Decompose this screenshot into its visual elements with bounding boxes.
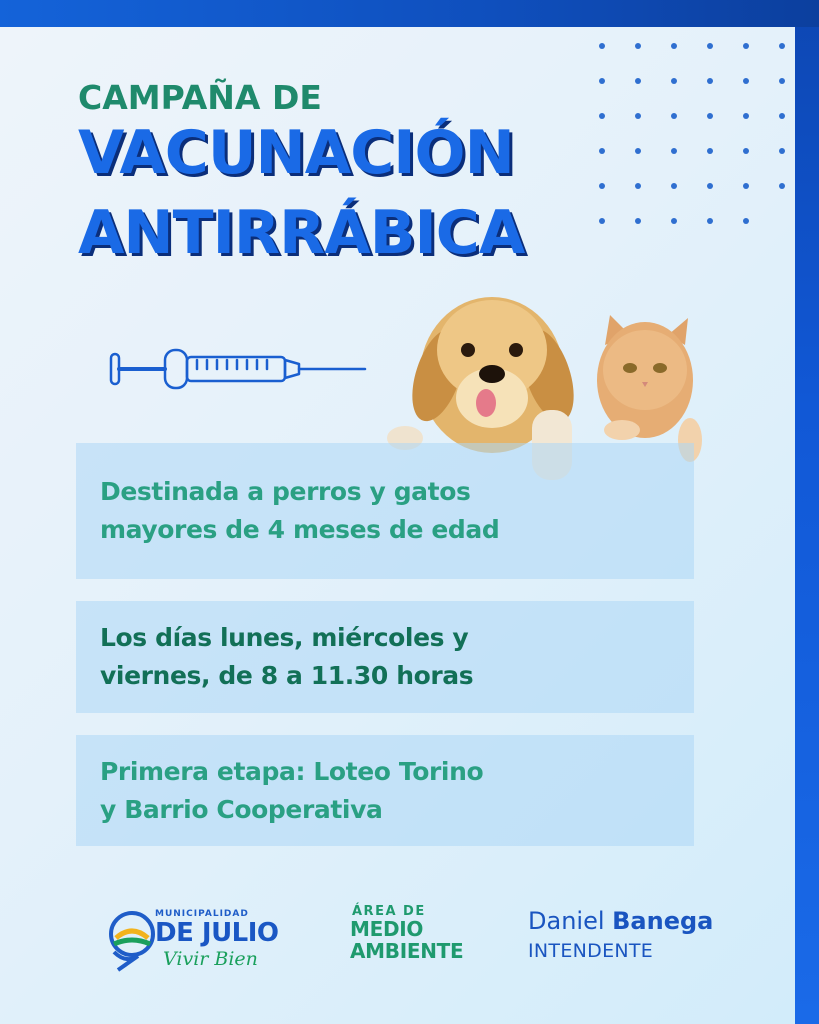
card-line: Destinada a perros y gatos [100, 477, 471, 506]
info-card-schedule [76, 601, 694, 713]
municipality-slogan: Vivir Bien [163, 948, 258, 970]
info-card-target [76, 443, 694, 579]
area-label: ÁREA DE [352, 904, 426, 919]
mayor-name [528, 907, 713, 935]
kitten-illustration [597, 315, 702, 462]
top-bar [0, 0, 819, 27]
mayor-role: INTENDENTE [528, 940, 654, 962]
title-campaign: CAMPAÑA DE [78, 78, 322, 117]
municipality-name: DE JULIO [155, 918, 279, 948]
card-line: Los días lunes, miércoles y [100, 623, 469, 652]
title-antirabies: ANTIRRÁBICA [78, 198, 525, 268]
mayor-first-name: Daniel [528, 907, 605, 935]
syringe-icon [105, 340, 375, 400]
title-vaccination: VACUNACIÓN [78, 118, 514, 188]
info-card-location [76, 735, 694, 846]
municipality-label: MUNICIPALIDAD [155, 909, 249, 919]
card-line: Primera etapa: Loteo Torino [100, 756, 484, 786]
card-line: y Barrio Cooperativa [100, 794, 383, 824]
area-name-line1: MEDIO [350, 917, 424, 941]
area-name-line2: AMBIENTE [350, 939, 464, 963]
dot-grid-decoration [596, 40, 796, 230]
card-line: viernes, de 8 a 11.30 horas [100, 661, 474, 690]
mayor-last-name: Banega [612, 907, 714, 935]
card-line: mayores de 4 meses de edad [100, 515, 500, 544]
